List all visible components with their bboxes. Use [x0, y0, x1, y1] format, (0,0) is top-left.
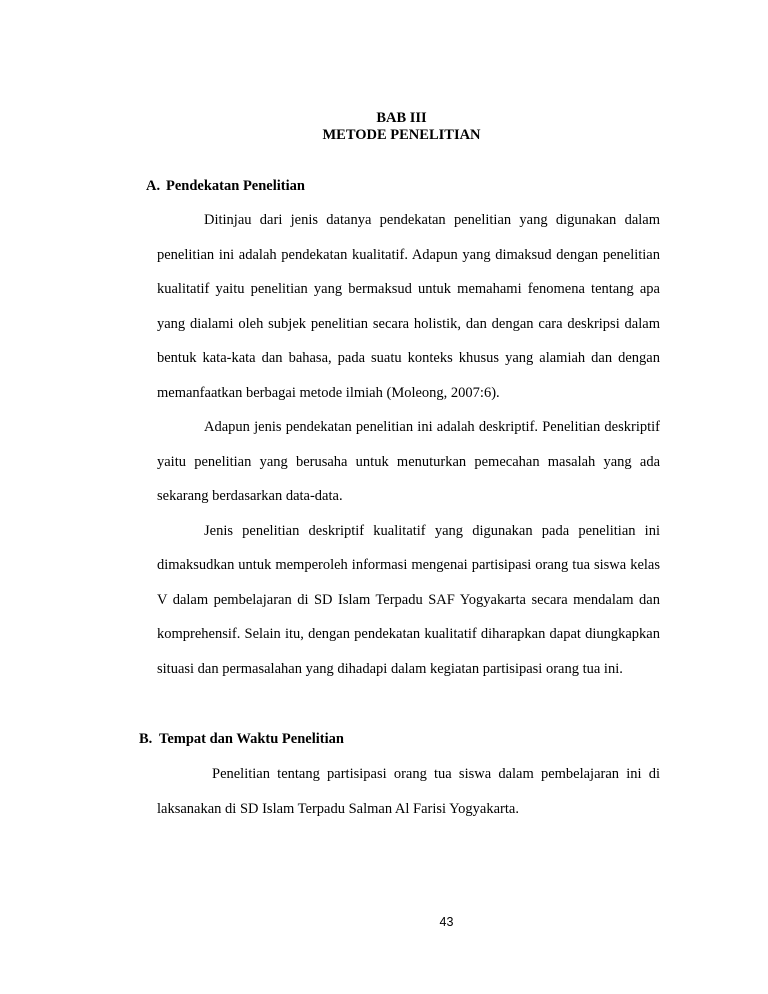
- section-a-letter: A.: [146, 178, 161, 194]
- chapter-number: BAB III: [376, 110, 427, 126]
- section-a-heading: [146, 178, 305, 195]
- section-b-title: Tempat dan Waktu Penelitian: [159, 731, 344, 747]
- section-a-paragraph-2: Adapun jenis pendekatan penelitian ini adalah deskriptif. Penelitian deskriptif yaitu penelitian yang berusaha untuk menuturkan pemecahan masalah yang ada sekarang berdasarkan data-data.: [157, 419, 660, 504]
- chapter-title: METODE PENELITIAN: [322, 127, 481, 143]
- section-a-paragraph-3: Jenis penelitian deskriptif kualitatif yang digunakan pada penelitian ini dimaksudkan untuk memperoleh informasi mengenai partisipasi orang tua siswa kelas V dalam pembelajaran di SD Islam Terpadu SAF Yogyakarta secara mendalam dan komprehensif. Selain itu, dengan pendekatan kualitatif diharapkan dapat diungkapkan situasi dan permasalahan yang dihadapi dalam kegiatan partisipasi orang tua ini.: [157, 522, 660, 677]
- section-b-body: [157, 757, 660, 826]
- section-b-letter: B.: [139, 731, 153, 747]
- section-a-body: [157, 203, 660, 686]
- section-a-paragraph-1: Ditinjau dari jenis datanya pendekatan penelitian yang digunakan dalam penelitian ini adalah pendekatan kualitatif. Adapun yang dimaksud dengan penelitian kualitatif yaitu penelitian yang bermaksud untuk memahami fenomena tentang apa yang dialami oleh subjek penelitian secara holistik, dan dengan cara deskripsi dalam bentuk kata-kata dan bahasa, pada suatu konteks khusus yang alamiah dan dengan memanfaatkan berbagai metode ilmiah (Moleong, 2007:6).: [157, 212, 660, 401]
- page-number: 43: [439, 915, 454, 929]
- section-b-paragraph-1: Penelitian tentang partisipasi orang tua siswa dalam pembelajaran ini di laksanakan di SD Islam Terpadu Salman Al Farisi Yogyakarta.: [157, 766, 660, 817]
- section-b-heading: [139, 731, 344, 748]
- section-a-title: Pendekatan Penelitian: [166, 178, 305, 194]
